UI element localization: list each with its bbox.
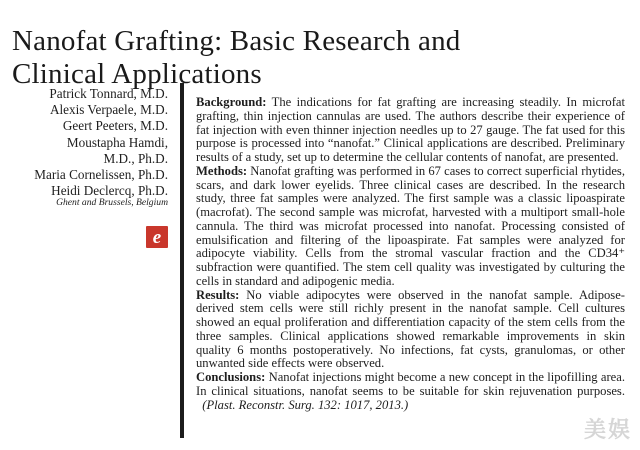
author-name: Alexis Verpaele, M.D. bbox=[49, 102, 168, 118]
background-text: The indications for fat grafting are increasing steadily. In microfat grafting, thin injection cannulas are used. The authors describe their experience of fat injection with even thinner injection needles up to 27 gauge. The fat used for this purpose is processed into “nanofat.” Clinical applications are described. Preliminary results of a study, set up to determine the cellular contents of nanofat, are presented. bbox=[196, 95, 626, 164]
logo-letter: e bbox=[152, 227, 162, 248]
watermark: 美娱 bbox=[583, 418, 632, 443]
abstract-conclusions bbox=[196, 371, 625, 412]
abstract-box bbox=[180, 83, 625, 438]
author-name: Heidi Declercq, Ph.D. bbox=[51, 183, 168, 199]
author-name: Maria Cornelissen, Ph.D. bbox=[34, 167, 168, 183]
citation: (Plast. Reconstr. Surg. 132: 1017, 2013.) bbox=[202, 397, 409, 412]
author-name: Patrick Tonnard, M.D. bbox=[49, 86, 168, 101]
e-icon[interactable] bbox=[146, 226, 168, 248]
results-label: Results: bbox=[196, 287, 240, 302]
abstract-background bbox=[196, 96, 625, 165]
author-name: Moustapha Hamdi, bbox=[66, 134, 168, 150]
conclusions-text: Nanofat injections might become a new concept in the lipofilling area. In clinical situations, nanofat seems to be suitable for skin rejuvenation purposes. bbox=[196, 370, 625, 398]
affiliation: Ghent and Brussels, Belgium bbox=[56, 197, 168, 208]
conclusions-label: Conclusions: bbox=[196, 370, 266, 384]
abstract-methods bbox=[196, 165, 625, 289]
e-logo-glyph bbox=[146, 226, 168, 248]
article-title bbox=[12, 25, 460, 91]
title-line-1: Nanofat Grafting: Basic Research and bbox=[12, 25, 461, 58]
abstract-results bbox=[196, 289, 625, 372]
background-label: Background: bbox=[196, 95, 267, 109]
methods-label: Methods: bbox=[196, 163, 248, 178]
title-line-2: Clinical Applications bbox=[12, 58, 262, 91]
author-name: Geert Peeters, M.D. bbox=[62, 118, 168, 134]
methods-text: Nanofat grafting was performed in 67 cases to correct superficial rhytides, scars, and dark lower eyelids. Three clinical cases are described. In the research study, three fat samples were analyzed. The first sample was a classic lipoaspirate (macrofat). The second sample was microfat, harvested with a multiport small-hole cannula. The third was microfat processed into nanofat. Processing consisted of emulsification and filtering of the lipoaspirate. Fat samples were analyzed for adipocyte viability. Cells from the stromal vascular fraction and the CD34⁺ subfraction were quantified. The stem cell quality was investigated by culturing the cells in standard and adipogenic media. bbox=[196, 163, 625, 288]
author-degree: M.D., Ph.D. bbox=[103, 150, 168, 166]
results-text: No viable adipocytes were observed in the nanofat sample. Adipose-derived stem cells were still richly present in the nanofat sample. Cell cultures showed an equal proliferation and differentiation capacity of the stem cells from the three samples. Clinical applications showed remarkable improvements in skin quality 6 months postoperatively. No infections, fat cysts, granulomas, or other unwanted side effects were observed. bbox=[196, 287, 625, 371]
author-list bbox=[0, 86, 168, 199]
